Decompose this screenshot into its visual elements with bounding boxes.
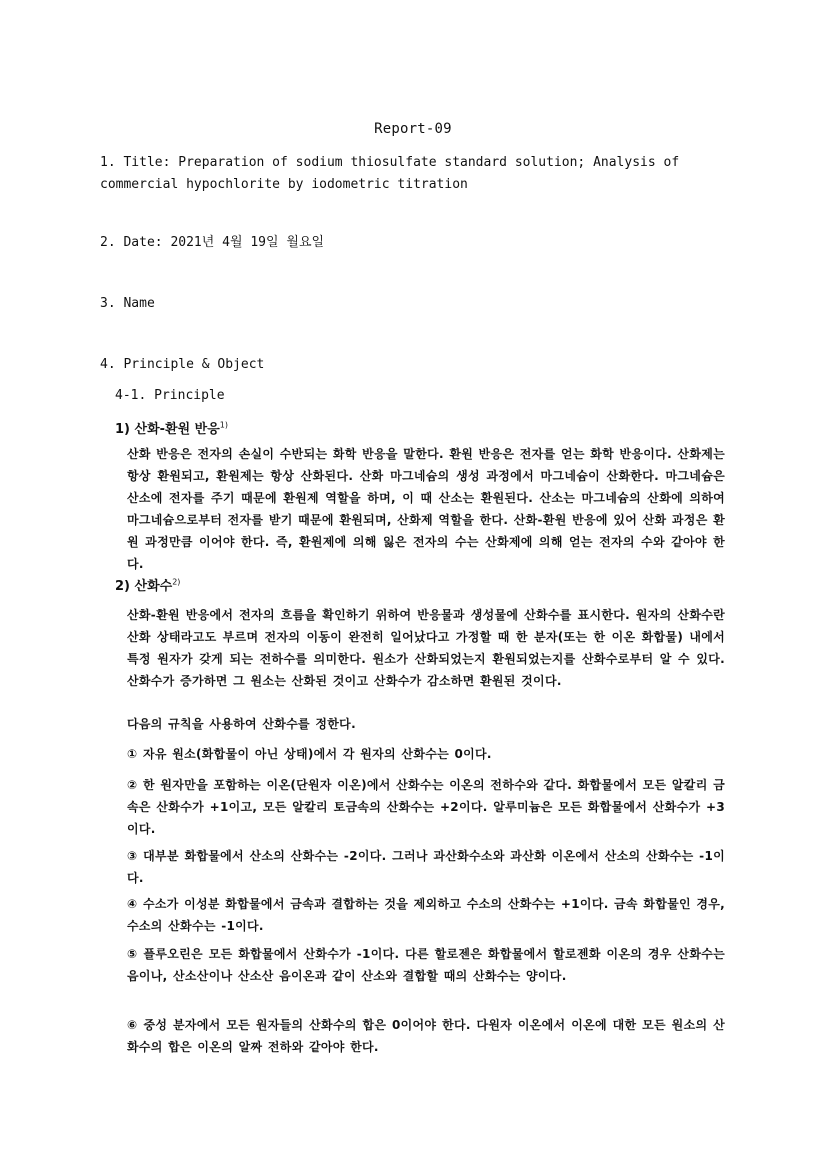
subsection-principle: 4-1. Principle <box>115 388 225 403</box>
report-title: Report-09 <box>374 121 452 137</box>
rule-item: ② 한 원자만을 포함하는 이온(단원자 이온)에서 산화수는 이온의 전하수와 같다. 화합물에서 모든 알칼리 금속은 산화수가 +1이고, 모든 알칼리 토금속의 산화수는 +2이다. 알루미늄은 모든 화합물에서 산화수가 +3이다. <box>127 778 725 836</box>
rule-item: ⑥ 중성 분자에서 모든 원자들의 산화수의 합은 0이어야 한다. 다원자 이온에서 이온에 대한 모든 원소의 산화수의 합은 이온의 알짜 전하와 같아야 한다. <box>127 1018 725 1054</box>
rule-item: ① 자유 원소(화합물이 아닌 상태)에서 각 원자의 산화수는 0이다. <box>127 747 492 761</box>
redox-heading-text: 1) 산화-환원 반응 <box>115 422 220 437</box>
rules-intro: 다음의 규칙을 사용하여 산화수를 정한다. <box>127 717 356 731</box>
redox-heading <box>115 418 228 437</box>
redox-paragraph: 산화 반응은 전자의 손실이 수반되는 화학 반응을 말한다. 환원 반응은 전자를 얻는 화학 반응이다. 산화제는 항상 환원되고, 환원제는 항상 산화된다. 산화 마그네슘의 생성 과정에서 마그네슘이 산화한다. 마그네슘은 산소에 전자를 주기 때문에 환원제 역할을 하며, 이 때 산소는 환원된다. 산소는 마그네슘의 산화에 의하여 마그네슘으로부터 전자를 받기 때문에 환원되며, 산화제 역할을 한다. 산화-환원 반응에 있어 산화 과정은 환원 과정만큼 이어야 한다. 즉, 환원제에 의해 잃은 전자의 수는 산화제에 의해 얻는 전자의 수와 같아야 한다. <box>127 447 725 571</box>
section-principle-heading: 4. Principle & Object <box>100 357 265 372</box>
oxnum-intro-paragraph: 산화-환원 반응에서 전자의 흐름을 확인하기 위하여 반응물과 생성물에 산화수를 표시한다. 원자의 산화수란 산화 상태라고도 부르며 전자의 이동이 완전히 일어났다고 가정할 때 한 분자(또는 한 이온 화합물) 내에서 특정 원자가 갖게 되는 전하수를 의미한다. 원소가 산화되었는지 환원되었는지를 산화수로부터 알 수 있다. 산화수가 증가하면 그 원소는 산화된 것이고 산화수가 감소하면 환원된 것이다. <box>127 608 725 688</box>
footnote-marker: 2) <box>172 577 181 587</box>
footnote-marker: 1) <box>219 420 229 430</box>
section-name-line: 3. Name <box>100 296 155 311</box>
rule-item: ⑤ 플루오린은 모든 화합물에서 산화수가 -1이다. 다른 할로젠은 화합물에서 할로젠화 이온의 경우 산화수는 음이나, 산소산이나 산소산 음이온과 같이 산소와 결합할 때의 산화수는 양이다. <box>127 947 725 983</box>
rule-item: ④ 수소가 이성분 화합물에서 금속과 결합하는 것을 제외하고 수소의 산화수는 +1이다. 금속 화합물인 경우, 수소의 산화수는 -1이다. <box>127 897 725 933</box>
rule-item: ③ 대부분 화합물에서 산소의 산화수는 -2이다. 그러나 과산화수소와 과산화 이온에서 산소의 산화수는 -1이다. <box>127 849 725 885</box>
oxnum-heading <box>115 575 180 594</box>
section-date-line: 2. Date: 2021년 4월 19일 월요일 <box>100 235 325 250</box>
oxnum-heading-text: 2) 산화수 <box>115 579 173 594</box>
section-title-line: 1. Title: Preparation of sodium thiosulfate standard solution; Analysis of commercial hypochlorite by iodometric titration <box>100 155 680 192</box>
